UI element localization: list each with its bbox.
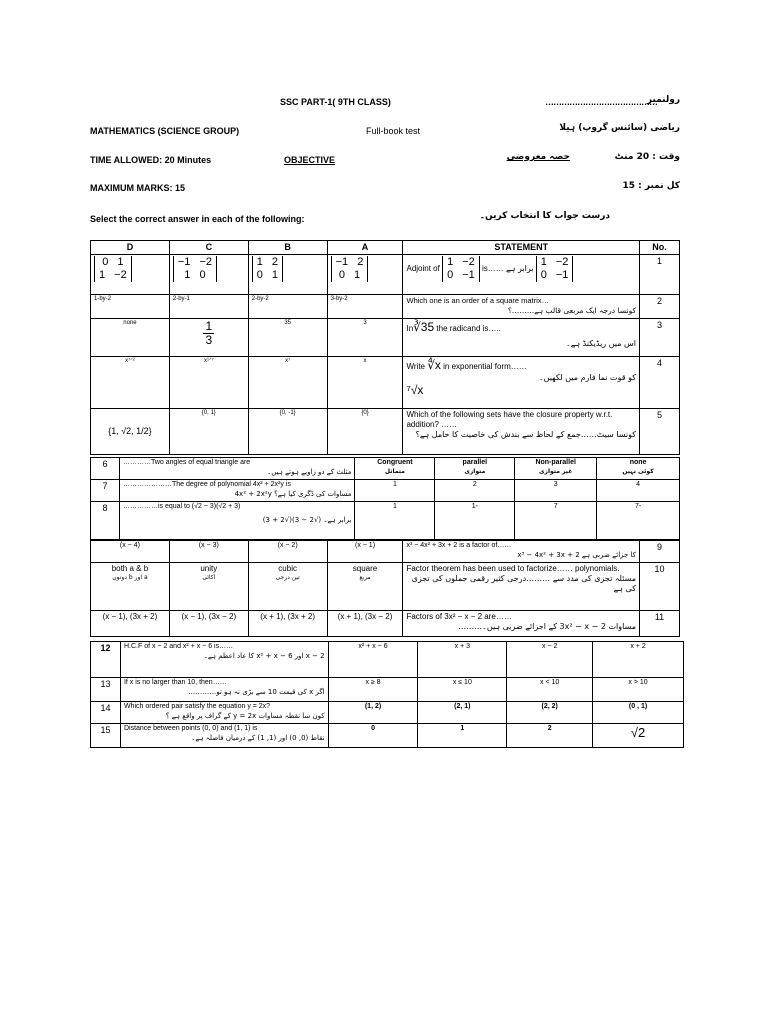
option-b[interactable]: 2-by-2 — [248, 295, 327, 319]
question-statement: H.C.F of x − 2 and x² + x − 6 is…… x − 2 اور x² + x − 6 کا عاد اعظم ہے۔ — [120, 642, 328, 678]
question-row — [91, 611, 680, 637]
option-c[interactable]: x¹ᐟ⁷ — [169, 357, 248, 409]
option-b[interactable]: (2, 1) — [418, 702, 507, 724]
option-c[interactable]: (x − 1), (3x − 2) — [169, 611, 248, 637]
option-b[interactable]: 1- — [435, 502, 515, 540]
option-b[interactable]: {0, -1} — [248, 409, 327, 455]
question-number: 11 — [640, 611, 680, 637]
option-d[interactable]: x + 2 — [593, 642, 684, 678]
question-statement: If x is no larger than 10, then…… اگر x کی قیمت 10 سے بڑی نہ ہو تو………… — [120, 678, 328, 702]
option-d[interactable]: none کوئی نہیں — [597, 458, 680, 480]
time-allowed: TIME ALLOWED: 20 Minutes — [90, 155, 212, 165]
table-header-row — [91, 241, 680, 255]
option-d[interactable]: (x − 4) — [91, 541, 170, 563]
question-statement: Which ordered pair satisfy the equation y = 2x? کون سا نقطہ مساوات y = 2x کے گراف پر واقع ہے ؟ — [120, 702, 328, 724]
question-number: 3 — [640, 319, 680, 357]
option-a[interactable]: {0} — [327, 409, 403, 455]
option-c[interactable]: (x − 3) — [169, 541, 248, 563]
question-row — [91, 357, 680, 409]
subject-urdu: ریاضی (سائنس گروپ) ہیلا — [559, 123, 680, 133]
option-a[interactable]: 0 — [328, 724, 418, 748]
marks-urdu: کل نمبر : 15 — [622, 181, 680, 191]
question-statement: …………Two angles of equal triangle are مثلث کے دو زاویے ہوتے ہیں۔ — [119, 458, 355, 480]
question-row — [91, 541, 680, 563]
option-a[interactable]: 3-by-2 — [327, 295, 403, 319]
questions-table-1 — [90, 240, 680, 455]
option-d[interactable]: (0 , 1) — [593, 702, 684, 724]
option-a[interactable]: x — [327, 357, 403, 409]
option-d[interactable]: none — [91, 319, 170, 357]
roll-no-urdu: رولنمبر — [646, 95, 680, 105]
option-a[interactable]: Congruent متماثل — [355, 458, 435, 480]
option-b[interactable]: (x − 2) — [248, 541, 327, 563]
question-number: 2 — [640, 295, 680, 319]
option-c[interactable]: 2-by-1 — [169, 295, 248, 319]
col-header-no: No. — [640, 241, 680, 255]
option-b[interactable]: 2 — [435, 480, 515, 502]
question-statement: Factors of 3x² − x − 2 are…… مساوات 3x² − x − 2 کے اجزائے ضربی ہیں۔……… — [403, 611, 640, 637]
option-b[interactable]: x + 3 — [418, 642, 507, 678]
question-row — [91, 319, 680, 357]
option-c[interactable]: 2 — [507, 724, 593, 748]
option-b[interactable]: 35 — [248, 319, 327, 357]
option-c[interactable]: −1 −2 1 0 — [169, 255, 248, 295]
option-a[interactable]: (x + 1), (3x − 2) — [327, 611, 403, 637]
question-statement: …………………The degree of polynomial 4x² + 2x²y is مساوات کی ڈگری کیا ہے؟ 4x² + 2x²y — [119, 480, 355, 502]
question-row — [91, 458, 680, 480]
option-a[interactable]: x² + x − 6 — [328, 642, 418, 678]
option-d[interactable]: {1, √2, 1/2} — [91, 409, 170, 455]
question-number: 14 — [91, 702, 121, 724]
question-number: 6 — [91, 458, 120, 480]
question-statement: ……………is equal to (√2 − 3)(√2 + 3) برابر ہے۔ (√2 − 3)(√2 + 3) — [119, 502, 355, 540]
option-c[interactable]: {0, 1} — [169, 409, 248, 455]
option-a[interactable]: (1, 2) — [328, 702, 418, 724]
col-header-d: D — [91, 241, 170, 255]
test-type: Full-book test — [366, 126, 421, 136]
question-number: 7 — [91, 480, 120, 502]
question-statement: Write ∜x in exponential form…… کو قوت نما فارم میں لکھیں۔ ⁷√x — [403, 357, 640, 409]
subject: MATHEMATICS (SCIENCE GROUP) — [90, 126, 240, 136]
option-a[interactable]: 1 — [355, 502, 435, 540]
question-statement: In∛35 the radicand is….. اس میں ریڈیکنڈ ہے۔ — [403, 319, 640, 357]
col-header-c: C — [169, 241, 248, 255]
questions-table-2 — [90, 457, 680, 540]
question-statement: x³ − 4x² + 3x + 2 is a factor of…… کا جزائے ضربی ہے x³ − 4x² + 3x + 2 — [403, 541, 640, 563]
option-a[interactable]: (x − 1) — [327, 541, 403, 563]
max-marks: MAXIMUM MARKS: 15 — [90, 183, 186, 193]
option-b[interactable]: x ≤ 10 — [418, 678, 507, 702]
paper-title: SSC PART-1( 9TH CLASS) — [280, 97, 391, 107]
option-c[interactable]: $\frac{1}{3}$ — [169, 319, 248, 357]
question-row — [91, 255, 680, 295]
option-d[interactable]: 0 1 1 −2 — [91, 255, 170, 295]
option-b[interactable]: 1 — [418, 724, 507, 748]
option-d[interactable]: 4 — [597, 480, 680, 502]
question-row — [91, 642, 684, 678]
question-number: 12 — [91, 642, 121, 678]
question-row — [91, 480, 680, 502]
question-number: 5 — [640, 409, 680, 455]
roll-line: …………………………………… — [545, 97, 657, 107]
questions-table-3 — [90, 540, 680, 637]
option-d[interactable]: x⁷ᐟ² — [91, 357, 170, 409]
option-c[interactable]: 3 — [515, 480, 597, 502]
question-row — [91, 724, 684, 748]
question-row — [91, 702, 684, 724]
question-number: 15 — [91, 724, 121, 748]
question-statement: Adjoint of 1 −2 0 −1 is…… برابر ہے 1 −2 0 −1 — [403, 255, 640, 295]
col-header-statement: STATEMENT — [403, 241, 640, 255]
question-statement: Factor theorem has been used to factorize…… polynomials. مسئلہ تجزی کی مدد سے ………درجی کثیر رقمی جملوں کی تجزی کی ہے — [403, 563, 640, 611]
question-number: 8 — [91, 502, 120, 540]
option-a[interactable]: x ≥ 8 — [328, 678, 418, 702]
option-b[interactable]: x⁷ — [248, 357, 327, 409]
question-number: 10 — [640, 563, 680, 611]
option-c[interactable]: Non-parallel غیر متوازی — [515, 458, 597, 480]
objective-urdu: حصہ معروضی — [506, 152, 570, 162]
question-number: 13 — [91, 678, 121, 702]
option-d[interactable]: √2 — [593, 724, 684, 748]
option-a[interactable]: square مربع — [327, 563, 403, 611]
option-c[interactable]: x < 10 — [507, 678, 593, 702]
question-statement: Distance between points (0, 0) and (1, 1) is نقاط (0, 0) اور (1, 1) کے درمیان فاصلہ ہے۔ — [120, 724, 328, 748]
option-d[interactable]: x > 10 — [593, 678, 684, 702]
question-number: 4 — [640, 357, 680, 409]
col-header-a: A — [327, 241, 403, 255]
option-d[interactable]: 1-by-2 — [91, 295, 170, 319]
question-statement: Which one is an order of a square matrix… کونسا درجہ ایک مربعی قالب ہے………؟ — [403, 295, 640, 319]
option-c[interactable]: unity اکائی — [169, 563, 248, 611]
question-row — [91, 295, 680, 319]
option-c[interactable]: (2, 2) — [507, 702, 593, 724]
instruction: Select the correct answer in each of the following: — [90, 214, 305, 224]
option-d[interactable]: (x − 1), (3x + 2) — [91, 611, 170, 637]
question-row — [91, 563, 680, 611]
option-a[interactable]: 1 — [355, 480, 435, 502]
instruction-urdu: درست جواب کا انتخاب کریں۔ — [479, 211, 610, 221]
option-d[interactable]: 7- — [597, 502, 680, 540]
option-b[interactable]: parallel متوازی — [435, 458, 515, 480]
question-row — [91, 678, 684, 702]
option-b[interactable]: (x + 1), (3x + 2) — [248, 611, 327, 637]
time-urdu: وقت : 20 منٹ — [614, 152, 680, 162]
option-c[interactable]: x − 2 — [507, 642, 593, 678]
col-header-b: B — [248, 241, 327, 255]
option-a[interactable]: 3 — [327, 319, 403, 357]
option-c[interactable]: 7 — [515, 502, 597, 540]
option-b[interactable]: 1 2 0 1 — [248, 255, 327, 295]
question-statement: Which of the following sets have the closure property w.r.t. addition? …… کونسا سیٹ……جمع کے لحاظ سے بندش کی خاصیت کا حامل ہے؟ — [403, 409, 640, 455]
option-a[interactable]: −1 2 0 1 — [327, 255, 403, 295]
question-number: 9 — [640, 541, 680, 563]
option-b[interactable]: cubic تین درجی — [248, 563, 327, 611]
question-row — [91, 409, 680, 455]
question-number: 1 — [640, 255, 680, 295]
question-row — [91, 502, 680, 540]
questions-table-4 — [90, 641, 684, 748]
option-d[interactable]: both a & b a اور b دونوں — [91, 563, 170, 611]
objective-label: OBJECTIVE — [284, 155, 336, 165]
